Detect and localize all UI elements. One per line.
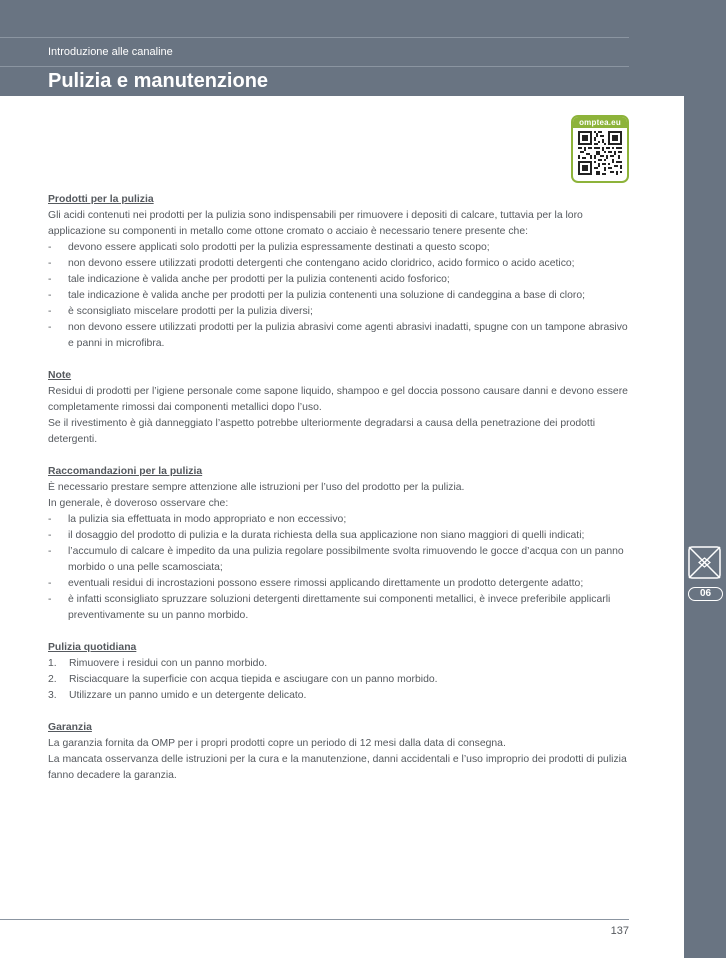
list-item: - devono essere applicati solo prodotti per la pulizia espressamente destinati a questo scopo; bbox=[48, 240, 630, 256]
qr-code-icon bbox=[578, 131, 622, 175]
section-heading: Garanzia bbox=[48, 722, 92, 733]
list-item-text: Rimuovere i residui con un panno morbido. bbox=[69, 658, 268, 669]
document-body bbox=[48, 192, 630, 800]
list-item: - non devono essere utilizzati prodotti per la pulizia abrasivi come agenti abrasivi inadatti, spugne con un tampone abrasivo e panni in microfibra. bbox=[48, 320, 630, 352]
section-label: Introduzione alle canaline bbox=[48, 46, 173, 58]
list-item bbox=[48, 688, 630, 704]
list-item: - l’accumulo di calcare è impedito da una pulizia regolare possibilmente svolta rimuovendo le gocce d’acqua con un panno morbido o una pelle scamosciata; bbox=[48, 544, 630, 576]
list-item: - tale indicazione è valida anche per prodotti per la pulizia contenenti una soluzione di candeggina a base di cloro; bbox=[48, 288, 630, 304]
page-title: Pulizia e manutenzione bbox=[48, 70, 269, 92]
section-heading: Raccomandazioni per la pulizia bbox=[48, 466, 203, 477]
recommendations-section bbox=[48, 464, 630, 624]
header-divider-bottom bbox=[0, 66, 629, 67]
paragraph: La mancata osservanza delle istruzioni per la cura e la manutenzione, danni accidentali e l’uso improprio dei prodotti di pulizia fanno decadere la garanzia. bbox=[48, 754, 627, 781]
footer-divider bbox=[0, 919, 629, 920]
bullet-list bbox=[48, 240, 630, 352]
qr-url-label: omptea.eu bbox=[573, 117, 627, 128]
section-heading: Prodotti per la pulizia bbox=[48, 194, 154, 205]
paragraph: In generale, è doveroso osservare che: bbox=[48, 498, 229, 509]
paragraph: La garanzia fornita da OMP per i propri prodotti copre un periodo di 12 mesi dalla data di consegna. bbox=[48, 738, 506, 749]
section-heading: Pulizia quotidiana bbox=[48, 642, 137, 653]
list-item-text: Risciacquare la superficie con acqua tiepida e asciugare con un panno morbido. bbox=[69, 674, 438, 685]
list-item: - il dosaggio del prodotto di pulizia e la durata richiesta della sua applicazione non siano maggiori di quelli indicati; bbox=[48, 528, 630, 544]
list-number: 1. bbox=[48, 658, 57, 669]
list-item: - eventuali residui di incrostazioni possono essere rimossi applicando direttamente un prodotto detergente adatto; bbox=[48, 576, 630, 592]
paragraph: Gli acidi contenuti nei prodotti per la pulizia sono indispensabili per rimuovere i depositi di calcare, tuttavia per la loro applicazione su componenti in metallo come ottone cromato o acciaio è necessario tenere presente che: bbox=[48, 210, 583, 237]
list-number: 2. bbox=[48, 674, 57, 685]
warranty-section bbox=[48, 720, 630, 784]
list-item: - non devono essere utilizzati prodotti detergenti che contengano acido cloridrico, acido formico o acido acetico; bbox=[48, 256, 630, 272]
list-item: - la pulizia sia effettuata in modo appropriato e non eccessivo; bbox=[48, 512, 630, 528]
bullet-list bbox=[48, 512, 630, 624]
list-item: - è infatti sconsigliato spruzzare soluzioni detergenti direttamente sui componenti metallici, è invece preferibile applicarli preventivamente su un panno morbido. bbox=[48, 592, 630, 624]
canaline-chapter-icon bbox=[688, 546, 721, 579]
paragraph: È necessario prestare sempre attenzione alle istruzioni per l’uso del prodotto per la pulizia. bbox=[48, 482, 465, 493]
list-item-text: Utilizzare un panno umido e un detergente delicato. bbox=[69, 690, 307, 701]
section-heading: Note bbox=[48, 370, 72, 381]
numbered-list bbox=[48, 656, 630, 704]
paragraph: Residui di prodotti per l’igiene personale come sapone liquido, shampoo e gel doccia possono causare danni e devono essere completamente rimossi dai componenti metallici dopo l’uso. bbox=[48, 386, 628, 413]
page-number: 137 bbox=[610, 925, 629, 937]
list-item: - è sconsigliato miscelare prodotti per la pulizia diversi; bbox=[48, 304, 630, 320]
list-item bbox=[48, 656, 630, 672]
chapter-number-badge: 06 bbox=[688, 587, 723, 601]
list-item bbox=[48, 672, 630, 688]
qr-code-box[interactable] bbox=[571, 115, 629, 183]
list-item: - tale indicazione è valida anche per prodotti per la pulizia contenenti acido fosforico; bbox=[48, 272, 630, 288]
notes-section bbox=[48, 368, 630, 448]
header-divider-top bbox=[0, 37, 629, 38]
list-number: 3. bbox=[48, 690, 57, 701]
paragraph: Se il rivestimento è già danneggiato l’aspetto potrebbe ulteriormente degradarsi a causa della penetrazione dei prodotti detergenti. bbox=[48, 418, 596, 445]
chapter-sidebar bbox=[684, 0, 726, 958]
cleaning-products-section bbox=[48, 192, 630, 352]
daily-cleaning-section bbox=[48, 640, 630, 704]
